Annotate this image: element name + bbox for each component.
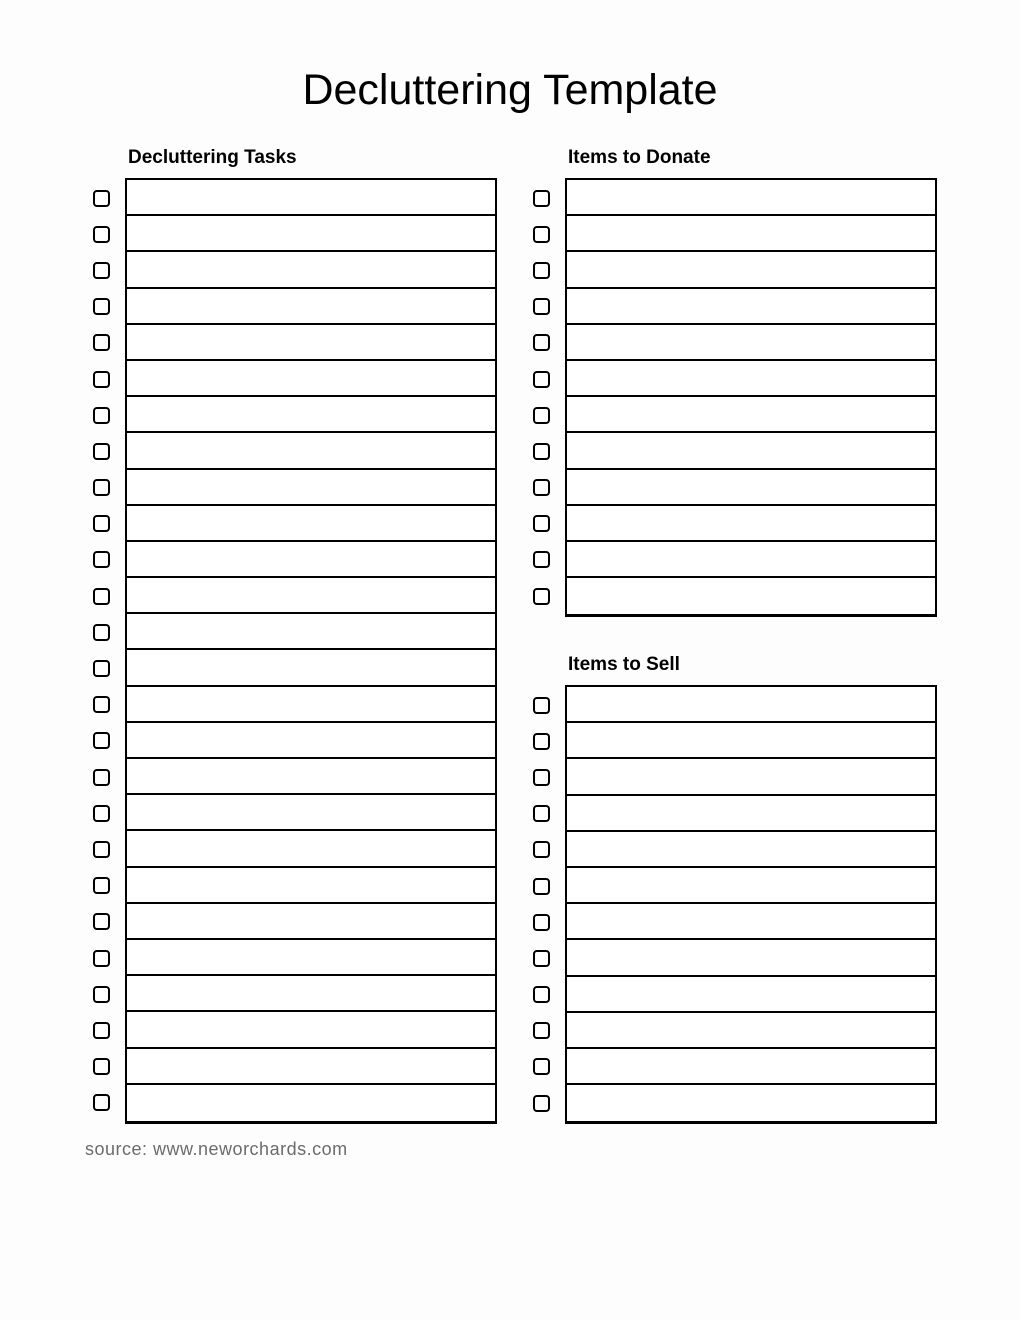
checkbox-cell xyxy=(93,542,125,578)
checkbox-cell xyxy=(93,650,125,686)
checkbox-cell xyxy=(533,977,565,1013)
checkbox-cell xyxy=(93,433,125,469)
entry-line[interactable] xyxy=(127,180,495,216)
checkbox[interactable] xyxy=(93,624,110,641)
checkbox[interactable] xyxy=(533,841,550,858)
checkbox-cell xyxy=(533,940,565,976)
checkbox-cell xyxy=(93,397,125,433)
checkbox-column xyxy=(93,178,125,1124)
checkbox-cell xyxy=(93,361,125,397)
checkbox[interactable] xyxy=(93,479,110,496)
checkbox[interactable] xyxy=(93,913,110,930)
checkbox[interactable] xyxy=(93,769,110,786)
entry-line[interactable] xyxy=(567,759,935,795)
checkbox[interactable] xyxy=(533,262,550,279)
entry-line[interactable] xyxy=(127,795,495,831)
checkbox-cell xyxy=(93,723,125,759)
checkbox-cell xyxy=(533,325,565,361)
source-attribution: source: www.neworchards.com xyxy=(85,1139,348,1159)
entry-line[interactable] xyxy=(127,759,495,795)
entry-line[interactable] xyxy=(127,1012,495,1048)
section-title-items-to-sell: Items to Sell xyxy=(568,654,680,675)
checkbox[interactable] xyxy=(533,443,550,460)
checkbox[interactable] xyxy=(533,515,550,532)
entry-box xyxy=(565,685,937,1124)
checkbox-cell xyxy=(93,976,125,1012)
checkbox[interactable] xyxy=(93,660,110,677)
checkbox[interactable] xyxy=(533,334,550,351)
entry-line[interactable] xyxy=(127,614,495,650)
entry-line[interactable] xyxy=(567,542,935,578)
checkbox-cell xyxy=(93,289,125,325)
checkbox[interactable] xyxy=(93,551,110,568)
checkbox-cell xyxy=(93,1012,125,1048)
checkbox[interactable] xyxy=(93,805,110,822)
entry-line[interactable] xyxy=(567,289,935,325)
section-items-to-sell xyxy=(533,653,937,1124)
entry-line[interactable] xyxy=(567,904,935,940)
entry-line[interactable] xyxy=(567,470,935,506)
checkbox-cell xyxy=(533,361,565,397)
checkbox[interactable] xyxy=(533,190,550,207)
checkbox[interactable] xyxy=(533,697,550,714)
entry-line[interactable] xyxy=(567,216,935,252)
checkbox[interactable] xyxy=(533,878,550,895)
checkbox-cell xyxy=(93,904,125,940)
checkbox[interactable] xyxy=(533,551,550,568)
entry-line[interactable] xyxy=(127,470,495,506)
checkbox[interactable] xyxy=(533,914,550,931)
entry-line[interactable] xyxy=(567,252,935,288)
checkbox[interactable] xyxy=(93,371,110,388)
checkbox[interactable] xyxy=(533,1095,550,1112)
entry-line[interactable] xyxy=(127,506,495,542)
entry-line[interactable] xyxy=(127,723,495,759)
checkbox-cell xyxy=(533,180,565,216)
entry-line[interactable] xyxy=(127,940,495,976)
checkbox-cell xyxy=(533,1013,565,1049)
entry-line[interactable] xyxy=(127,1085,495,1121)
checklist-items-to-sell xyxy=(533,685,937,1124)
checklist-items-to-donate xyxy=(533,178,937,617)
entry-line[interactable] xyxy=(567,506,935,542)
entry-line[interactable] xyxy=(127,976,495,1012)
checkbox[interactable] xyxy=(93,443,110,460)
entry-line[interactable] xyxy=(127,868,495,904)
checkbox[interactable] xyxy=(533,733,550,750)
entry-line[interactable] xyxy=(567,1013,935,1049)
checkbox[interactable] xyxy=(533,986,550,1003)
entry-line[interactable] xyxy=(127,289,495,325)
checklist-decluttering-tasks xyxy=(93,178,497,1124)
section-decluttering-tasks xyxy=(93,146,497,1124)
checkbox-cell xyxy=(93,868,125,904)
entry-line[interactable] xyxy=(567,578,935,614)
checkbox[interactable] xyxy=(533,769,550,786)
checkbox[interactable] xyxy=(93,588,110,605)
section-items-to-donate xyxy=(533,146,937,617)
checkbox-cell xyxy=(93,470,125,506)
entry-line[interactable] xyxy=(127,542,495,578)
entry-line[interactable] xyxy=(127,650,495,686)
checkbox[interactable] xyxy=(533,371,550,388)
entry-line[interactable] xyxy=(567,433,935,469)
entry-line[interactable] xyxy=(567,180,935,216)
checkbox-column xyxy=(533,685,565,1124)
entry-line[interactable] xyxy=(127,433,495,469)
checkbox-cell xyxy=(533,723,565,759)
checkbox-cell xyxy=(533,470,565,506)
checkbox-cell xyxy=(93,687,125,723)
entry-line[interactable] xyxy=(567,361,935,397)
entry-line[interactable] xyxy=(567,940,935,976)
entry-line[interactable] xyxy=(127,687,495,723)
checkbox[interactable] xyxy=(533,407,550,424)
entry-line[interactable] xyxy=(127,831,495,867)
checkbox[interactable] xyxy=(93,226,110,243)
entry-line[interactable] xyxy=(127,252,495,288)
checkbox-cell xyxy=(93,252,125,288)
entry-line[interactable] xyxy=(127,1049,495,1085)
checkbox[interactable] xyxy=(533,1022,550,1039)
section-title-items-to-donate: Items to Donate xyxy=(568,147,711,168)
entry-line[interactable] xyxy=(567,832,935,868)
checkbox[interactable] xyxy=(93,1058,110,1075)
checkbox[interactable] xyxy=(93,986,110,1003)
checkbox[interactable] xyxy=(93,732,110,749)
checkbox[interactable] xyxy=(93,262,110,279)
checkbox[interactable] xyxy=(93,298,110,315)
entry-line[interactable] xyxy=(567,796,935,832)
checkbox-cell xyxy=(93,614,125,650)
checkbox[interactable] xyxy=(93,950,110,967)
entry-line[interactable] xyxy=(127,216,495,252)
checkbox-cell xyxy=(93,759,125,795)
checkbox[interactable] xyxy=(93,841,110,858)
checkbox-cell xyxy=(93,506,125,542)
entry-line[interactable] xyxy=(127,578,495,614)
checkbox-cell xyxy=(533,252,565,288)
checkbox-cell xyxy=(533,289,565,325)
checkbox[interactable] xyxy=(93,877,110,894)
checkbox-cell xyxy=(533,1049,565,1085)
checkbox-cell xyxy=(93,831,125,867)
entry-line[interactable] xyxy=(567,397,935,433)
checkbox[interactable] xyxy=(533,805,550,822)
checkbox-cell xyxy=(93,578,125,614)
checkbox[interactable] xyxy=(533,1058,550,1075)
entry-box xyxy=(125,178,497,1124)
checkbox-cell xyxy=(533,1085,565,1121)
checkbox[interactable] xyxy=(93,515,110,532)
entry-line[interactable] xyxy=(127,904,495,940)
section-title-decluttering-tasks: Decluttering Tasks xyxy=(128,147,297,168)
checkbox[interactable] xyxy=(533,479,550,496)
entry-line[interactable] xyxy=(567,325,935,361)
checkbox[interactable] xyxy=(533,298,550,315)
checkbox-cell xyxy=(533,216,565,252)
checkbox-cell xyxy=(533,796,565,832)
entry-line[interactable] xyxy=(127,361,495,397)
page-title: Decluttering Template xyxy=(302,66,718,114)
checkbox[interactable] xyxy=(93,407,110,424)
checkbox-cell xyxy=(93,180,125,216)
checkbox-cell xyxy=(93,216,125,252)
checkbox-cell xyxy=(533,397,565,433)
entry-line[interactable] xyxy=(567,723,935,759)
checkbox-cell xyxy=(533,542,565,578)
checkbox-cell xyxy=(533,832,565,868)
checkbox[interactable] xyxy=(93,334,110,351)
checkbox-cell xyxy=(93,940,125,976)
checkbox[interactable] xyxy=(93,1022,110,1039)
entry-box xyxy=(565,178,937,617)
entry-line[interactable] xyxy=(567,1049,935,1085)
checkbox-cell xyxy=(533,687,565,723)
checkbox[interactable] xyxy=(93,190,110,207)
checkbox[interactable] xyxy=(533,950,550,967)
checkbox-cell xyxy=(93,1049,125,1085)
checkbox-cell xyxy=(93,325,125,361)
checkbox-cell xyxy=(93,795,125,831)
entry-line[interactable] xyxy=(567,977,935,1013)
entry-line[interactable] xyxy=(567,687,935,723)
checkbox[interactable] xyxy=(93,696,110,713)
entry-line[interactable] xyxy=(127,325,495,361)
checkbox-cell xyxy=(533,868,565,904)
checkbox-cell xyxy=(533,759,565,795)
checkbox[interactable] xyxy=(533,588,550,605)
checkbox-cell xyxy=(533,904,565,940)
entry-line[interactable] xyxy=(567,1085,935,1121)
entry-line[interactable] xyxy=(127,397,495,433)
checkbox[interactable] xyxy=(93,1094,110,1111)
checkbox-cell xyxy=(533,506,565,542)
checkbox-cell xyxy=(533,433,565,469)
checkbox-cell xyxy=(533,578,565,614)
checkbox-column xyxy=(533,178,565,617)
checkbox-cell xyxy=(93,1085,125,1121)
checkbox[interactable] xyxy=(533,226,550,243)
entry-line[interactable] xyxy=(567,868,935,904)
